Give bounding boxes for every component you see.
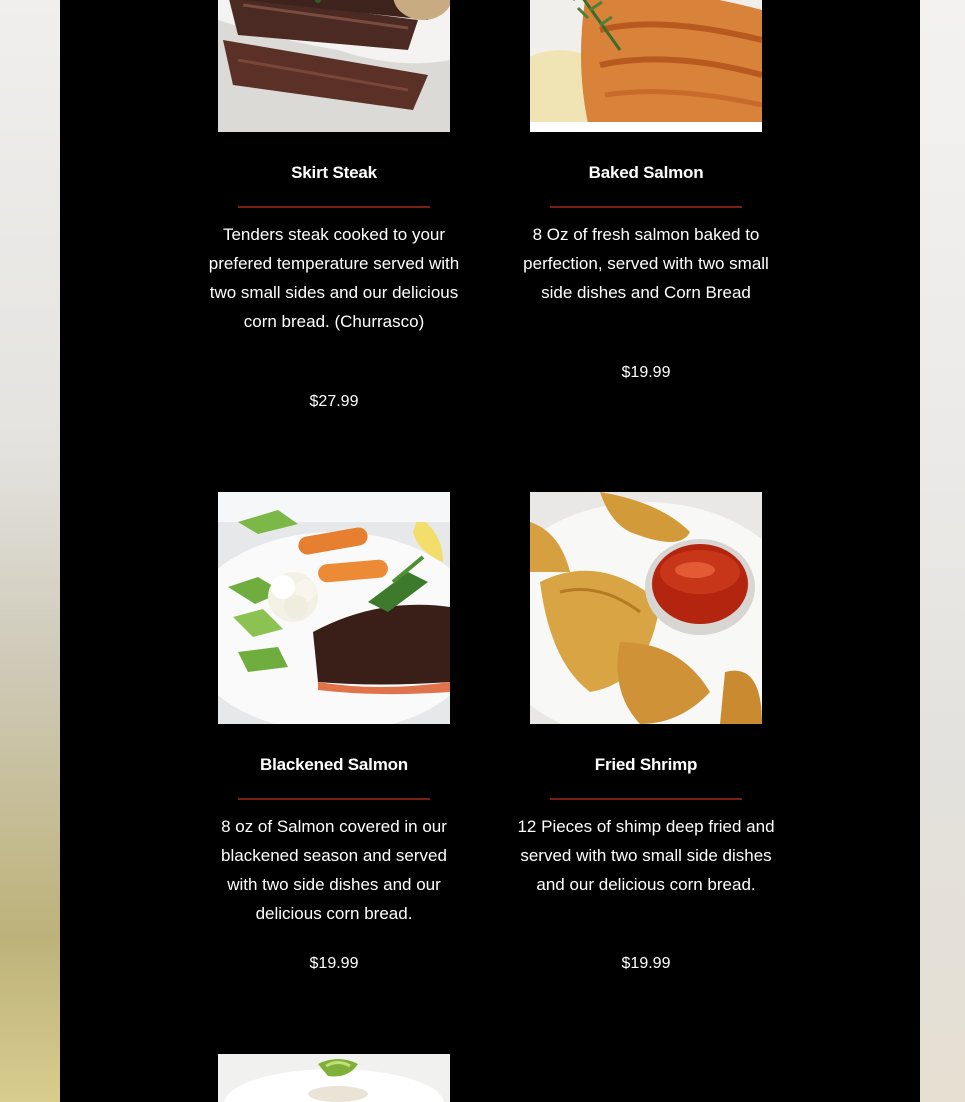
item-name: Skirt Steak: [291, 163, 377, 182]
background-left: [0, 0, 60, 1102]
menu-panel: [60, 0, 920, 1102]
item-name: Blackened Salmon: [260, 755, 408, 774]
blackened-salmon-photo: [218, 492, 450, 724]
item-description: 8 oz of Salmon covered in our blackened season and served with two side dishes and our delicious corn bread.: [221, 817, 447, 923]
item-price: $19.99: [621, 955, 671, 972]
item-name: Baked Salmon: [588, 163, 704, 182]
background-right: [920, 0, 965, 1102]
fried-shrimp-photo: [530, 492, 762, 724]
item-description: 12 Pieces of shimp deep fried and served with two small side dishes and our delicious corn bread.: [517, 817, 775, 894]
next-item-photo: [218, 1054, 450, 1102]
item-name: Fried Shrimp: [594, 755, 698, 774]
item-price: $19.99: [309, 955, 359, 972]
item-price: $27.99: [309, 393, 359, 410]
divider: [238, 206, 430, 208]
skirt-steak-photo: [218, 0, 450, 132]
divider: [238, 798, 430, 800]
item-price: $19.99: [621, 364, 671, 381]
divider: [550, 206, 742, 208]
baked-salmon-photo: [530, 0, 762, 132]
item-description: Tenders steak cooked to your prefered temperature served with two small sides and our delicious corn bread. (Churrasco): [208, 225, 460, 331]
divider: [550, 798, 742, 800]
item-description: 8 Oz of fresh salmon baked to perfection, served with two small side dishes and Corn Bread: [523, 225, 769, 302]
